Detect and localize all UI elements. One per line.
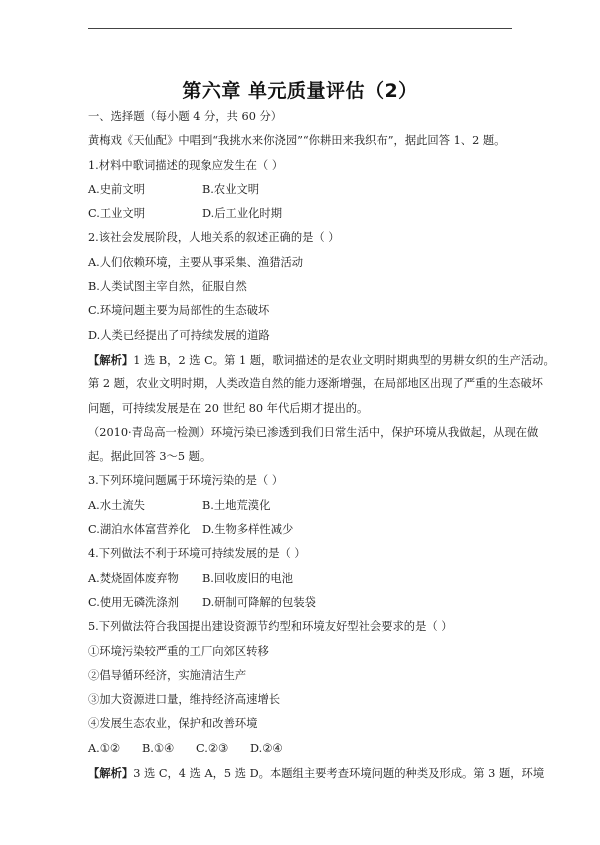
document-body (88, 105, 555, 785)
question-1-stem: 1.材料中歌词描述的现象应发生在（ ） (88, 158, 284, 172)
question-2-option-c: C.环境问题主要为局部性的生态破坏 (88, 304, 270, 318)
question-4-options-row-1 (88, 567, 520, 591)
question-2-option-d: D.人类已经提出了可持续发展的道路 (88, 328, 270, 342)
section-heading: 一、选择题（每小题 4 分，共 60 分） (88, 110, 283, 123)
analysis-tag: 【解析】 (88, 352, 134, 367)
question-1-option-b: B.农业文明 (202, 182, 260, 196)
question-2-option-b: B.人类试图主宰自然，征服自然 (88, 280, 247, 294)
passage-intro-2-line-2: 起。据此回答 3～5 题。 (88, 450, 212, 464)
question-1-options-row-1 (88, 178, 520, 202)
question-3-option-a: A.水土流失 (88, 498, 145, 512)
question-1-option-c: C.工业文明 (88, 207, 146, 221)
question-5-options (88, 737, 520, 761)
question-3-stem: 3.下列环境问题属于环境污染的是（ ） (88, 474, 284, 488)
question-3-options-row-1 (88, 494, 520, 518)
passage-intro-1: 黄梅戏《天仙配》中唱到“我挑水来你浇园”“你耕田来我织布”，据此回答 1、2 题。 (88, 134, 506, 148)
question-5-option-b: B.①④ (142, 741, 175, 755)
page-title: 第六章 单元质量评估（2） (182, 80, 418, 102)
question-3-option-d: D.生物多样性减少 (202, 523, 294, 537)
question-4-options-row-2 (88, 591, 520, 615)
analysis-tag: 【解析】 (88, 766, 134, 781)
question-5-option-c: C.②③ (196, 741, 229, 755)
question-5-item-1: ①环境污染较严重的工厂向郊区转移 (88, 644, 269, 658)
question-2-option-a: A.人们依赖环境，主要从事采集、渔猎活动 (88, 255, 304, 269)
question-1-option-a: A.史前文明 (88, 182, 145, 196)
question-5-option-a: A.①② (88, 741, 121, 755)
question-3-options-row-2 (88, 518, 520, 542)
question-5-item-2: ②倡导循环经济，实施清洁生产 (88, 668, 247, 682)
question-2-stem: 2.该社会发展阶段，人地关系的叙述正确的是（ ） (88, 231, 340, 245)
question-3-option-b: B.土地荒漠化 (202, 498, 271, 512)
question-1-option-d: D.后工业化时期 (202, 207, 283, 221)
question-5-option-d: D.②④ (250, 741, 283, 755)
analysis-1-line-1 (88, 348, 555, 372)
question-1-options-row-2 (88, 202, 520, 226)
question-3-option-c: C.湖泊水体富营养化 (88, 523, 191, 537)
question-4-stem: 4.下列做法不利于环境可持续发展的是（ ） (88, 547, 306, 561)
question-5-item-4: ④发展生态农业，保护和改善环境 (88, 717, 258, 731)
question-4-option-a: A.焚烧固体废弃物 (88, 571, 179, 585)
question-4-option-b: B.回收废旧的电池 (202, 571, 293, 585)
analysis-2-text: 3 选 C，4 选 A，5 选 D。本题组主要考查环境问题的种类及形成。第 3 题，环境 (133, 767, 545, 781)
analysis-1-line-2: 第 2 题，农业文明时期，人类改造自然的能力逐渐增强，在局部地区出现了严重的生态破坏 (88, 377, 543, 391)
question-5-stem: 5.下列做法符合我国提出建设资源节约型和环境友好型社会要求的是（ ） (88, 620, 453, 634)
question-5-item-3: ③加大资源进口量，维持经济高速增长 (88, 693, 281, 707)
analysis-2-line-1 (88, 761, 545, 785)
analysis-1-line-3: 问题，可持续发展是在 20 世纪 80 年代后期才提出的。 (88, 401, 369, 415)
analysis-1-text: 1 选 B，2 选 C。第 1 题，歌词描述的是农业文明时期典型的男耕女织的生产活动。 (133, 353, 555, 367)
question-4-option-d: D.研制可降解的包装袋 (202, 595, 316, 609)
header-rule (88, 28, 512, 29)
passage-intro-2-line-1: （2010·青岛高一检测）环境污染已渗透到我们日常生活中，保护环境从我做起，从现在做 (88, 425, 539, 439)
question-4-option-c: C.使用无磷洗涤剂 (88, 595, 179, 609)
